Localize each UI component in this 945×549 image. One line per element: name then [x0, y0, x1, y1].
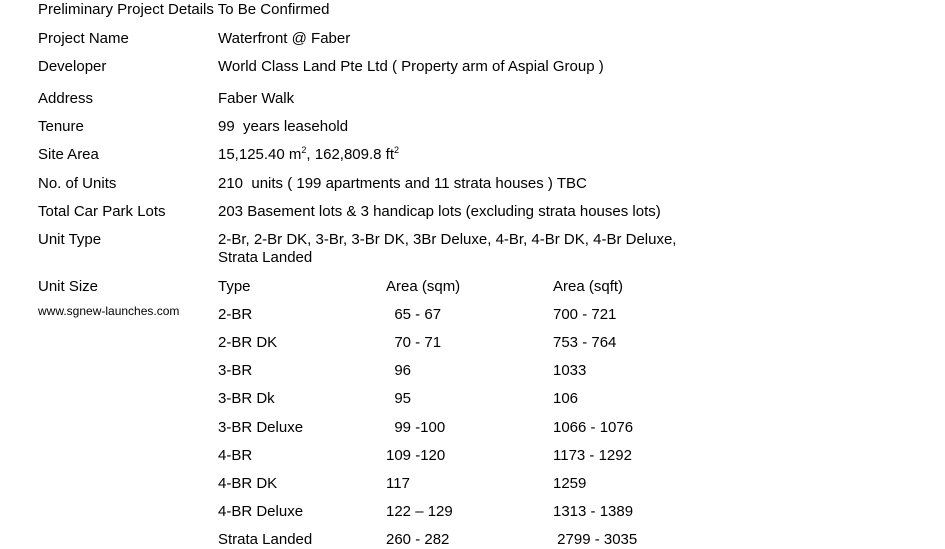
address-label: Address	[38, 90, 94, 107]
type-cell: 4-BR Deluxe	[218, 503, 304, 520]
project-name-value: Waterfront @ Faber	[218, 30, 351, 47]
tenure-value: 99 years leasehold	[218, 118, 349, 135]
sqft-cell: 1066 - 1076	[553, 419, 634, 436]
type-cell: 4-BR DK	[218, 475, 278, 492]
sqm-cell: 109 -120	[386, 447, 446, 464]
unit-type-label: Unit Type	[38, 231, 102, 248]
sqft-cell: 1173 - 1292	[553, 447, 632, 464]
unit-type-value-line2: Strata Landed	[218, 249, 313, 266]
type-cell: 2-BR DK	[218, 334, 278, 351]
unit-size-label: Unit Size	[38, 278, 99, 295]
column-header-sqft: Area (sqft)	[553, 278, 624, 295]
site-area-sqm: 15,125.40 m	[218, 146, 302, 163]
sqm-cell: 99 -100	[386, 419, 446, 436]
sqft-cell: 1033	[553, 362, 587, 379]
type-cell: 3-BR Dk	[218, 390, 275, 407]
sqft-cell: 700 - 721	[553, 306, 617, 323]
sqft-cell: 1313 - 1389	[553, 503, 634, 520]
website-url: www.sgnew-launches.com	[38, 304, 180, 318]
column-header-type: Type	[218, 278, 251, 295]
sqm-cell: 117	[386, 475, 410, 492]
sqm-cell: 70 - 71	[386, 334, 442, 351]
site-area-sqft-exponent: 2	[394, 145, 400, 155]
unit-type-value-line1: 2-Br, 2-Br DK, 3-Br, 3-Br DK, 3Br Deluxe, 4-Br, 4-Br DK, 4-Br Deluxe,	[218, 231, 677, 248]
sqft-cell: 753 - 764	[553, 334, 617, 351]
sqm-cell: 260 - 282	[386, 531, 450, 548]
car-park-label: Total Car Park Lots	[38, 203, 166, 220]
type-cell: 3-BR Deluxe	[218, 419, 304, 436]
type-cell: Strata Landed	[218, 531, 313, 548]
site-area-sqm-exponent: 2	[301, 145, 307, 155]
sqft-cell: 106	[553, 390, 579, 407]
column-header-sqm: Area (sqm)	[386, 278, 461, 295]
address-value: Faber Walk	[218, 90, 295, 107]
sqm-cell: 65 - 67	[386, 306, 442, 323]
project-name-label: Project Name	[38, 30, 129, 47]
car-park-value: 203 Basement lots & 3 handicap lots (excluding strata houses lots)	[218, 203, 661, 220]
type-cell: 2-BR	[218, 306, 253, 323]
site-area-value	[218, 147, 399, 162]
sqft-cell: 1259	[553, 475, 587, 492]
tenure-label: Tenure	[38, 118, 84, 135]
type-cell: 4-BR	[218, 447, 253, 464]
sqm-cell: 95	[386, 390, 412, 407]
developer-label: Developer	[38, 58, 107, 75]
site-area-label: Site Area	[38, 146, 99, 163]
units-label: No. of Units	[38, 175, 117, 192]
sqft-cell: 2799 - 3035	[553, 531, 638, 548]
sqm-cell: 96	[386, 362, 412, 379]
page-title: Preliminary Project Details To Be Confirmed	[38, 1, 330, 18]
developer-value: World Class Land Pte Ltd ( Property arm of Aspial Group )	[218, 58, 604, 75]
site-area-separator: ,	[306, 146, 315, 163]
type-cell: 3-BR	[218, 362, 253, 379]
sqm-cell: 122 – 129	[386, 503, 453, 520]
site-area-sqft: 162,809.8 ft	[314, 146, 394, 163]
units-value: 210 units ( 199 apartments and 11 strata houses ) TBC	[218, 175, 587, 192]
